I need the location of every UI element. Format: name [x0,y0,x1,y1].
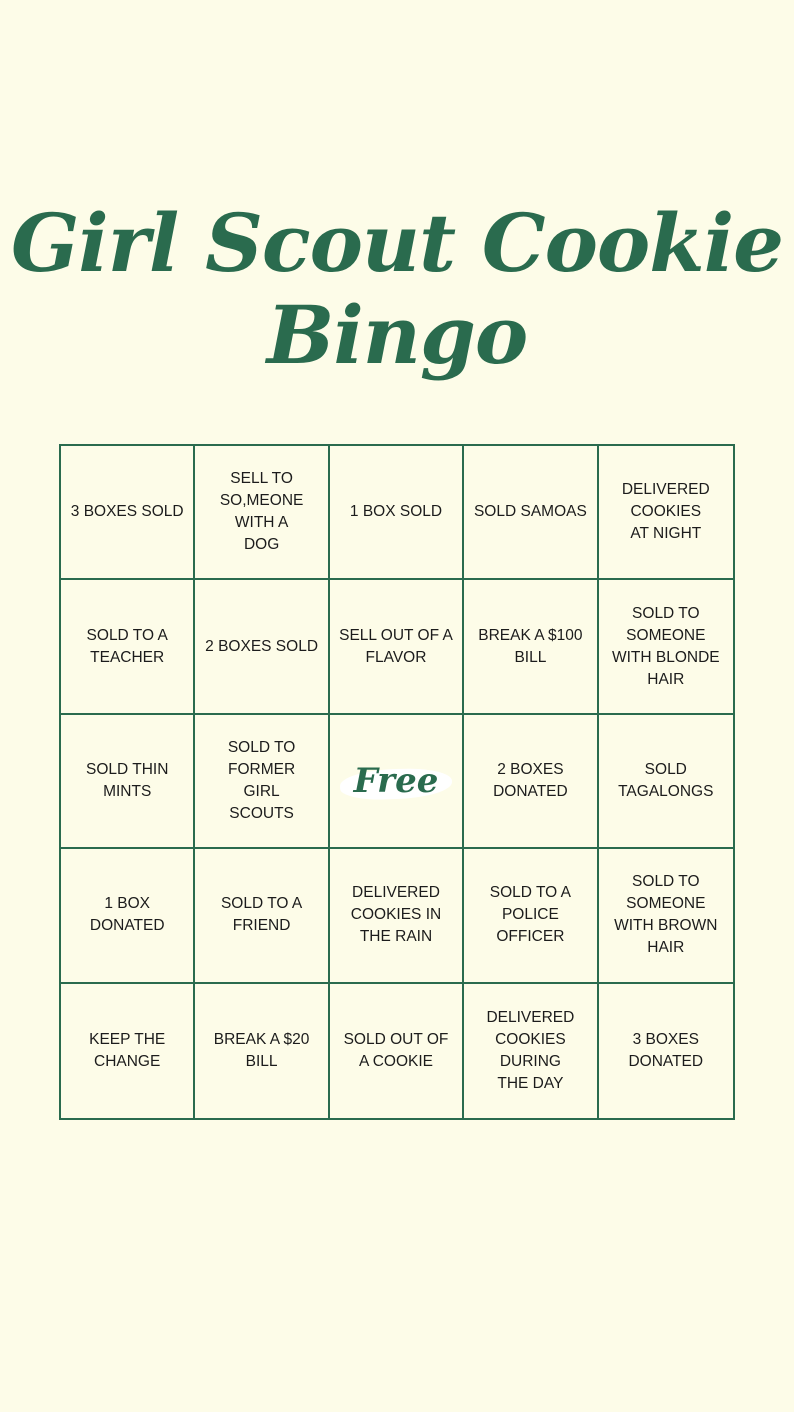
bingo-cell[interactable] [330,849,464,983]
bingo-cell[interactable] [330,446,464,580]
bingo-cell-label: DELIVERED COOKIES IN THE RAIN [350,884,442,946]
bingo-cell[interactable] [195,580,329,714]
bingo-cell[interactable] [464,984,598,1118]
bingo-cell[interactable] [464,849,598,983]
bingo-cell[interactable] [464,580,598,714]
bingo-cell-label: SOLD TO SOMEONE WITH BROWN HAIR [614,873,718,957]
bingo-cell-label: SELL TO SO,MEONE WITH A DOG [219,470,304,554]
bingo-cell[interactable] [599,849,733,983]
bingo-cell[interactable] [195,984,329,1118]
bingo-cell-label: KEEP THE CHANGE [89,1030,166,1070]
bingo-cell-label: SOLD TO A TEACHER [86,626,168,666]
bingo-cell[interactable] [464,715,598,849]
bingo-cell[interactable] [599,984,733,1118]
bingo-cell-label: SOLD SAMOAS [473,503,587,521]
page-title: Girl Scout Cookie [10,196,784,290]
bingo-cell[interactable] [61,715,195,849]
bingo-cell[interactable] [330,580,464,714]
bingo-cell[interactable] [61,446,195,580]
bingo-cell[interactable] [599,446,733,580]
bingo-cell-label: 3 BOXES DONATED [628,1030,704,1070]
bingo-cell-label: DELIVERED COOKIES AT NIGHT [621,481,710,543]
bingo-cell-label: SOLD TO A FRIEND [220,895,303,935]
bingo-free-cell[interactable] [330,715,464,849]
bingo-cell[interactable] [195,849,329,983]
bingo-cell-label: SOLD OUT OF A COOKIE [343,1030,449,1070]
bingo-cell-label: DELIVERED COOKIES DURING THE DAY [486,1008,575,1092]
bingo-cell[interactable] [599,580,733,714]
bingo-cell-label: BREAK A $100 BILL [478,626,583,666]
bingo-cell-label: 1 BOX DONATED [89,895,165,935]
bingo-cell-label: 2 BOXES SOLD [205,637,319,655]
free-label: Free [353,760,439,801]
bingo-cell[interactable] [599,715,733,849]
bingo-cell[interactable] [195,715,329,849]
bingo-cell-label: BREAK A $20 BILL [213,1030,310,1070]
bingo-cell[interactable] [464,446,598,580]
bingo-cell-label: SOLD THIN MINTS [85,760,169,800]
bingo-cell[interactable] [195,446,329,580]
bingo-cell-label: SELL OUT OF A FLAVOR [339,626,453,666]
bingo-board [59,444,735,1120]
bingo-cell-label: 1 BOX SOLD [349,503,443,521]
bingo-cell[interactable] [61,580,195,714]
bingo-cell[interactable] [61,849,195,983]
page-subtitle: Bingo [266,288,528,382]
bingo-cell-label: SOLD TO FORMER GIRL SCOUTS [227,738,296,822]
bingo-cell-label: SOLD TO SOMEONE WITH BLONDE HAIR [611,604,720,688]
bingo-cell-label: 2 BOXES DONATED [493,760,568,800]
bingo-cell-label: SOLD TAGALONGS [618,760,714,800]
bingo-cell-label: SOLD TO A POLICE OFFICER [489,884,572,946]
bingo-cell[interactable] [61,984,195,1118]
free-space [354,761,439,801]
bingo-cell[interactable] [330,984,464,1118]
bingo-cell-label: 3 BOXES SOLD [70,503,184,521]
